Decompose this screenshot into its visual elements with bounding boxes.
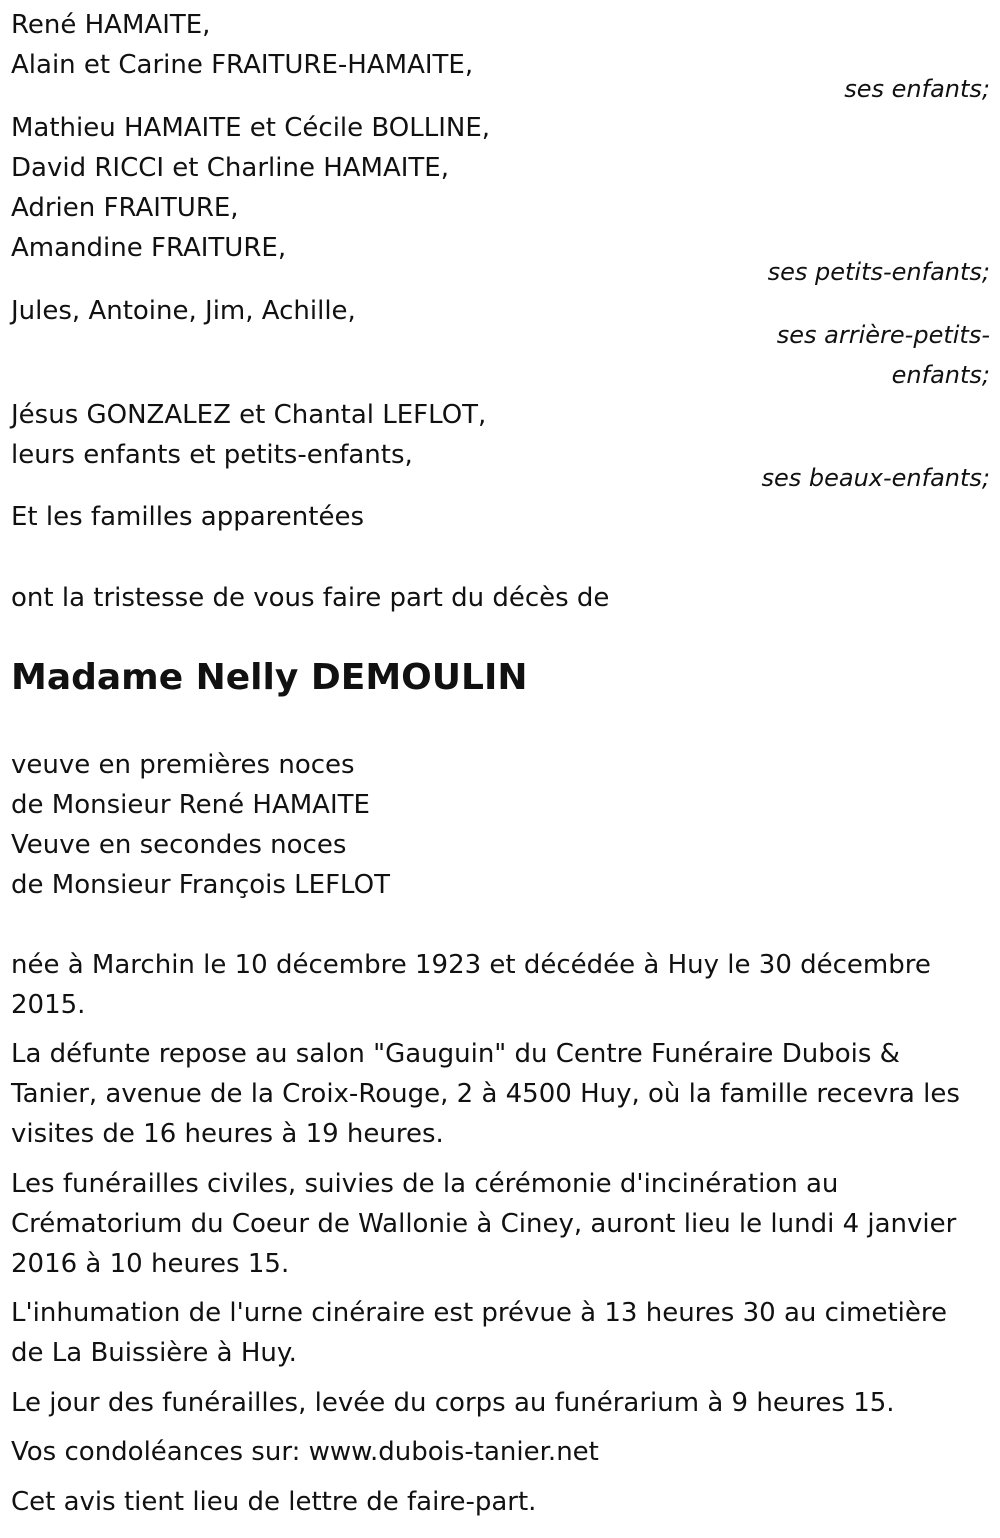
birth-death-paragraph: née à Marchin le 10 décembre 1923 et décédée à Huy le 30 décembre 2015. <box>11 950 931 1020</box>
grandchildren-role: ses petits-enfants; <box>767 258 990 286</box>
widowhood-line-1: veuve en premières noces <box>11 750 355 780</box>
grandchild-line-3: Adrien FRAITURE, <box>11 193 239 223</box>
in-law-line-2: leurs enfants et petits-enfants, <box>11 440 413 470</box>
announcement-text: ont la tristesse de vous faire part du décès de <box>11 583 610 613</box>
widowhood-line-2: de Monsieur René HAMAITE <box>11 790 370 820</box>
in-laws-role: ses beaux-enfants; <box>761 464 990 492</box>
child-line-1: René HAMAITE, <box>11 10 211 40</box>
great-grandchildren-role-1: ses arrière-petits- <box>776 321 990 349</box>
funeral-paragraph: Les funérailles civiles, suivies de la cérémonie d'incinération au Crématorium du Coeur de Wallonie à Ciney, auront lieu le lundi 4 janvier 2016 à 10 heures 15. <box>11 1169 957 1279</box>
notice-paragraph: Cet avis tient lieu de lettre de faire-part. <box>11 1487 537 1517</box>
grandchild-line-4: Amandine FRAITURE, <box>11 233 287 263</box>
burial-paragraph: L'inhumation de l'urne cinéraire est prévue à 13 heures 30 au cimetière de La Buissière à Huy. <box>11 1298 947 1368</box>
related-families: Et les familles apparentées <box>11 502 365 532</box>
child-line-2: Alain et Carine FRAITURE-HAMAITE, <box>11 50 474 80</box>
widowhood-line-4: de Monsieur François LEFLOT <box>11 870 390 900</box>
repose-paragraph: La défunte repose au salon "Gauguin" du Centre Funéraire Dubois & Tanier, avenue de la Croix-Rouge, 2 à 4500 Huy, où la famille recevra les visites de 16 heures à 19 heures. <box>11 1039 960 1149</box>
grandchild-line-2: David RICCI et Charline HAMAITE, <box>11 153 450 183</box>
great-grandchildren-line: Jules, Antoine, Jim, Achille, <box>11 296 356 326</box>
grandchild-line-1: Mathieu HAMAITE et Cécile BOLLINE, <box>11 113 491 143</box>
children-role: ses enfants; <box>844 75 990 103</box>
widowhood-line-3: Veuve en secondes noces <box>11 830 347 860</box>
condolences-paragraph: Vos condoléances sur: www.dubois-tanier.net <box>11 1437 599 1467</box>
deceased-name: Madame Nelly DEMOULIN <box>11 657 528 698</box>
levee-paragraph: Le jour des funérailles, levée du corps au funérarium à 9 heures 15. <box>11 1388 895 1418</box>
in-law-line-1: Jésus GONZALEZ et Chantal LEFLOT, <box>11 400 487 430</box>
great-grandchildren-role-2: enfants; <box>891 361 990 389</box>
